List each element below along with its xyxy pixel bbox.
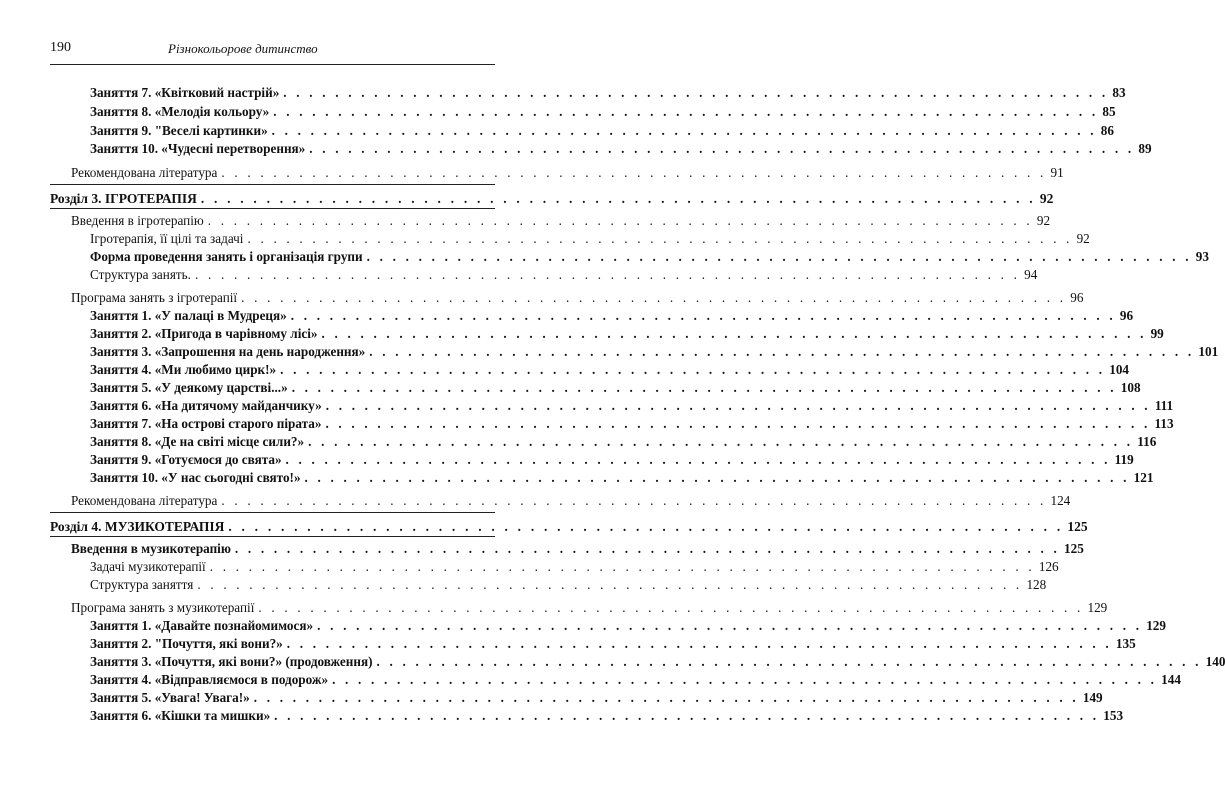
page-header (50, 40, 495, 62)
toc-entry: Структура занять. . . . . . . . . . . . . . . . . . . . . . . . . . . . . . . . . . . . . . . . . . . . . . . . . . . . . . . . . . . . . . . . . 94 (90, 267, 1038, 282)
toc-entry: Заняття 5. «У деякому царстві...» . . . . . . . . . . . . . . . . . . . . . . . . . . . . . . . . . . . . . . . . . . . . . . . . . . . . . . . . . . . . . . . . 108 (90, 380, 1141, 395)
toc-entry: Заняття 6. «Кішки та мишки» . . . . . . . . . . . . . . . . . . . . . . . . . . . . . . . . . . . . . . . . . . . . . . . . . . . . . . . . . . . . . . . . 153 (90, 708, 1124, 723)
toc-entry: Заняття 3. «Запрошення на день народження» . . . . . . . . . . . . . . . . . . . . . . . . . . . . . . . . . . . . . . . . . . . . . . . . . . . . . . . . . . . . . . . . 101 (90, 344, 1219, 359)
running-title: Різнокольорове дитинство (168, 41, 318, 56)
toc-entry: Заняття 4. «Ми любимо цирк!» . . . . . . . . . . . . . . . . . . . . . . . . . . . . . . . . . . . . . . . . . . . . . . . . . . . . . . . . . . . . . . . . 104 (90, 362, 1129, 377)
toc-entry: Заняття 10. «Чудесні перетворення» . . . . . . . . . . . . . . . . . . . . . . . . . . . . . . . . . . . . . . . . . . . . . . . . . . . . . . . . . . . . . . . . 89 (90, 141, 1152, 156)
toc-entry: Задачі музикотерапії . . . . . . . . . . . . . . . . . . . . . . . . . . . . . . . . . . . . . . . . . . . . . . . . . . . . . . . . . . . . . . . . 126 (90, 559, 1059, 574)
toc-entry: Заняття 10. «У нас сьогодні свято!» . . . . . . . . . . . . . . . . . . . . . . . . . . . . . . . . . . . . . . . . . . . . . . . . . . . . . . . . . . . . . . . . 121 (90, 470, 1154, 485)
toc-entry-references: Рекомендована література . . . . . . . . . . . . . . . . . . . . . . . . . . . . . . . . . . . . . . . . . . . . . . . . . . . . . . . . . . . . . . . . 124 (71, 493, 1071, 508)
toc-entry: Заняття 9. "Веселі картинки» . . . . . . . . . . . . . . . . . . . . . . . . . . . . . . . . . . . . . . . . . . . . . . . . . . . . . . . . . . . . . . . . 86 (90, 123, 1114, 138)
toc-entry: Заняття 9. «Готуємося до свята» . . . . . . . . . . . . . . . . . . . . . . . . . . . . . . . . . . . . . . . . . . . . . . . . . . . . . . . . . . . . . . . . 119 (90, 452, 1134, 467)
toc-entry: Заняття 1. «Давайте познайомимося» . . . . . . . . . . . . . . . . . . . . . . . . . . . . . . . . . . . . . . . . . . . . . . . . . . . . . . . . . . . . . . . . 129 (90, 618, 1166, 633)
toc-entry: Заняття 1. «У палаці в Мудреця» . . . . . . . . . . . . . . . . . . . . . . . . . . . . . . . . . . . . . . . . . . . . . . . . . . . . . . . . . . . . . . . . 96 (90, 308, 1134, 323)
section-rule (50, 512, 495, 513)
toc-entry: Заняття 6. «На дитячому майданчику» . . . . . . . . . . . . . . . . . . . . . . . . . . . . . . . . . . . . . . . . . . . . . . . . . . . . . . . . . . . . . . . . 111 (90, 398, 1174, 413)
toc-chapter-heading: Розділ 4. МУЗИКОТЕРАПІЯ . . . . . . . . . . . . . . . . . . . . . . . . . . . . . . . . . . . . . . . . . . . . . . . . . . . . . . . . . . . . . . . . 125 (50, 519, 1088, 534)
toc-entry: Ігротерапія, її цілі та задачі . . . . . . . . . . . . . . . . . . . . . . . . . . . . . . . . . . . . . . . . . . . . . . . . . . . . . . . . . . . . . . . . 92 (90, 231, 1090, 246)
toc-entry: Заняття 2. «Пригода в чарівному лісі» . . . . . . . . . . . . . . . . . . . . . . . . . . . . . . . . . . . . . . . . . . . . . . . . . . . . . . . . . . . . . . . . 99 (90, 326, 1164, 341)
toc-entry: Заняття 7. «На острові старого пірата» . . . . . . . . . . . . . . . . . . . . . . . . . . . . . . . . . . . . . . . . . . . . . . . . . . . . . . . . . . . . . . . . 113 (90, 416, 1174, 431)
toc-entry: Заняття 3. «Почуття, які вони?» (продовження) . . . . . . . . . . . . . . . . . . . . . . . . . . . . . . . . . . . . . . . . . . . . . . . . . . . . . . . . . . . . . . . . 140 (90, 654, 1225, 669)
toc-entry: Структура заняття . . . . . . . . . . . . . . . . . . . . . . . . . . . . . . . . . . . . . . . . . . . . . . . . . . . . . . . . . . . . . . . . 128 (90, 577, 1047, 592)
toc-entry: Заняття 7. «Квітковий настрій» . . . . . . . . . . . . . . . . . . . . . . . . . . . . . . . . . . . . . . . . . . . . . . . . . . . . . . . . . . . . . . . . 83 (90, 85, 1126, 100)
section-rule (50, 536, 495, 537)
page-number: 190 (50, 40, 71, 55)
toc-chapter-heading: Розділ 3. ІГРОТЕРАПІЯ . . . . . . . . . . . . . . . . . . . . . . . . . . . . . . . . . . . . . . . . . . . . . . . . . . . . . . . . . . . . . . . . 92 (50, 191, 1054, 206)
toc-entry: Заняття 4. «Відправляємося в подорож» . . . . . . . . . . . . . . . . . . . . . . . . . . . . . . . . . . . . . . . . . . . . . . . . . . . . . . . . . . . . . . . . 144 (90, 672, 1181, 687)
toc-entry: Заняття 5. «Увага! Увага!» . . . . . . . . . . . . . . . . . . . . . . . . . . . . . . . . . . . . . . . . . . . . . . . . . . . . . . . . . . . . . . . . 149 (90, 690, 1103, 705)
toc-entry: Введення в музикотерапію . . . . . . . . . . . . . . . . . . . . . . . . . . . . . . . . . . . . . . . . . . . . . . . . . . . . . . . . . . . . . . . . 125 (71, 541, 1084, 556)
toc-entry: Заняття 8. «Де на світі місце сили?» . . . . . . . . . . . . . . . . . . . . . . . . . . . . . . . . . . . . . . . . . . . . . . . . . . . . . . . . . . . . . . . . 116 (90, 434, 1157, 449)
header-rule (50, 64, 495, 65)
toc-entry: Форма проведення занять і організація групи . . . . . . . . . . . . . . . . . . . . . . . . . . . . . . . . . . . . . . . . . . . . . . . . . . . . . . . . . . . . . . . . 93 (90, 249, 1209, 264)
toc-entry: Заняття 8. «Мелодія кольору» . . . . . . . . . . . . . . . . . . . . . . . . . . . . . . . . . . . . . . . . . . . . . . . . . . . . . . . . . . . . . . . . 85 (90, 104, 1116, 119)
toc-entry: Заняття 2. "Почуття, які вони?» . . . . . . . . . . . . . . . . . . . . . . . . . . . . . . . . . . . . . . . . . . . . . . . . . . . . . . . . . . . . . . . . 135 (90, 636, 1136, 651)
toc-entry: Програма занять з ігротерапії . . . . . . . . . . . . . . . . . . . . . . . . . . . . . . . . . . . . . . . . . . . . . . . . . . . . . . . . . . . . . . . . 96 (71, 290, 1084, 305)
toc-entry: Введення в ігротерапію . . . . . . . . . . . . . . . . . . . . . . . . . . . . . . . . . . . . . . . . . . . . . . . . . . . . . . . . . . . . . . . . 92 (71, 213, 1051, 228)
section-rule (50, 208, 495, 209)
toc-entry-references: Рекомендована література . . . . . . . . . . . . . . . . . . . . . . . . . . . . . . . . . . . . . . . . . . . . . . . . . . . . . . . . . . . . . . . . 91 (71, 165, 1064, 180)
section-rule (50, 184, 495, 185)
toc-entry: Програма занять з музикотерапії . . . . . . . . . . . . . . . . . . . . . . . . . . . . . . . . . . . . . . . . . . . . . . . . . . . . . . . . . . . . . . . . 129 (71, 600, 1108, 615)
